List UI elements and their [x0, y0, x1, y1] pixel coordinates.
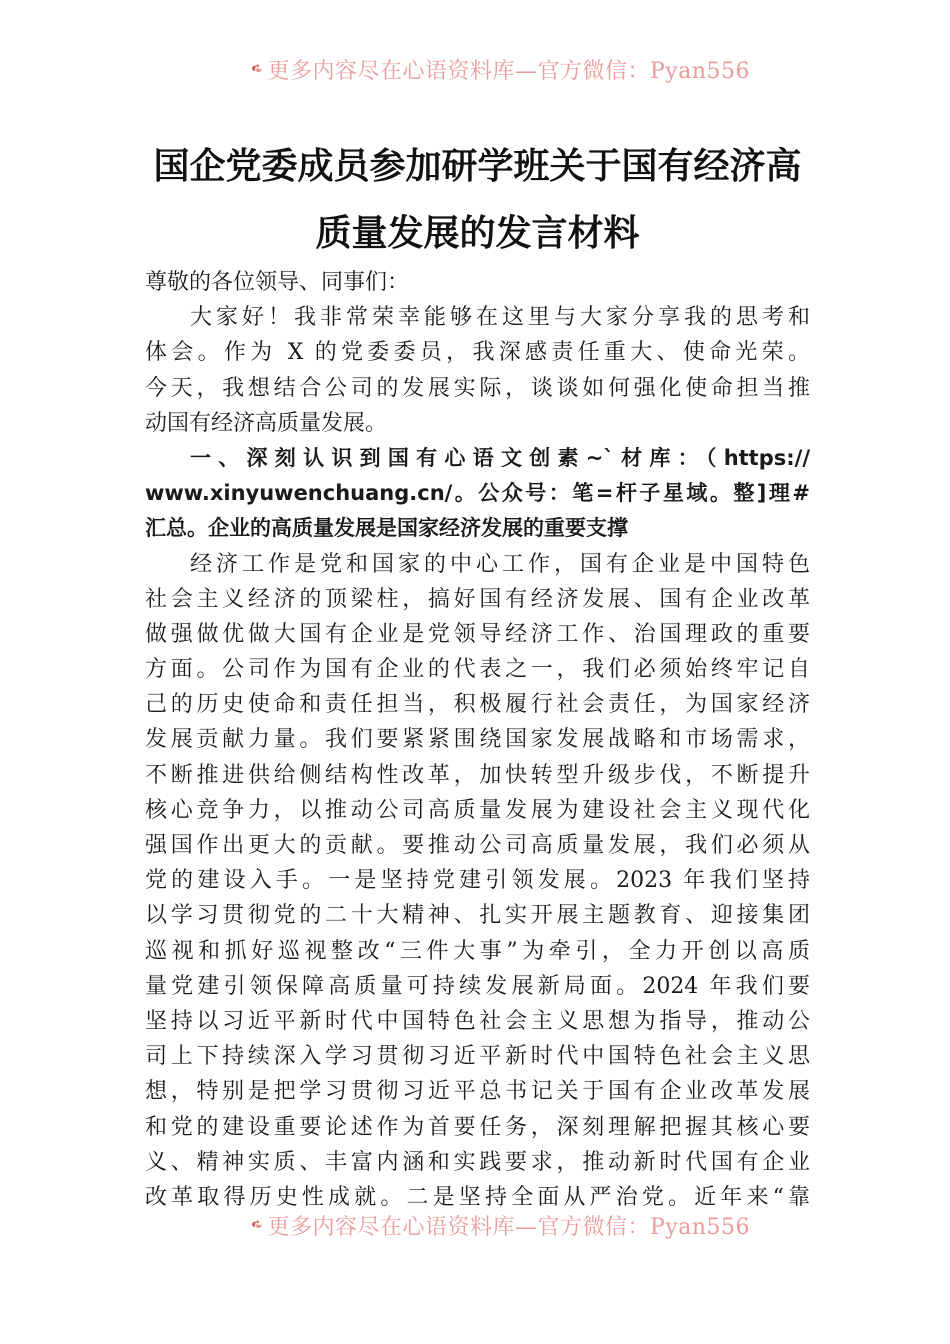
paragraph-line: 体会。作为 X 的党委委员，我深感责任重大、使命光荣。	[145, 340, 810, 366]
section-heading-line: 一、深刻认识到国有心语文创素~`材库：（https://	[190, 445, 810, 470]
header-watermark-banner	[250, 52, 750, 86]
paragraph-line: 己的历史使命和责任担当，积极履行社会责任，为国家经济	[145, 692, 810, 718]
logo-icon	[250, 54, 263, 84]
paragraph-line: 改革取得历史性成就。二是坚持全面从严治党。近年来“靠	[145, 1184, 810, 1210]
paragraph-line: 量党建引领保障高质量可持续发展新局面。2024 年我们要	[145, 973, 810, 999]
paragraph-line: 想，特别是把学习贯彻习近平总书记关于国有企业改革发展	[145, 1079, 810, 1105]
paragraph-line: 和党的建设重要论述作为首要任务，深刻理解把握其核心要	[145, 1114, 810, 1140]
banner-text: 更多内容尽在心语资料库—官方微信：Pyan556	[267, 58, 750, 84]
paragraph-line: 动国有经济高质量发展。	[145, 410, 388, 436]
paragraph-line: 做强做优做大国有企业是党领导经济工作、治国理政的重要	[145, 621, 810, 647]
banner-text: 更多内容尽在心语资料库—官方微信：Pyan556	[267, 1214, 750, 1240]
footer-watermark-banner	[250, 1208, 750, 1242]
logo-icon	[250, 1210, 263, 1240]
paragraph-line: 社会主义经济的顶梁柱，搞好国有经济发展、国有企业改革	[145, 586, 810, 612]
paragraph-line: 强国作出更大的贡献。要推动公司高质量发展，我们必须从	[145, 833, 810, 858]
section-heading-line: 汇总。企业的高质量发展是国家经济发展的重要支撑	[145, 516, 628, 541]
paragraph-line: 巡视和抓好巡视整改“三件大事”为牵引，全力开创以高质	[145, 938, 810, 964]
paragraph-line: 经济工作是党和国家的中心工作，国有企业是中国特色	[190, 551, 810, 577]
document-title-line-1: 国企党委成员参加研学班关于国有经济高	[153, 145, 802, 187]
paragraph-line: 核心竞争力，以推动公司高质量发展为建设社会主义现代化	[145, 797, 810, 823]
paragraph-line: 党的建设入手。一是坚持党建引领发展。2023 年我们坚持	[145, 868, 810, 894]
document-body	[145, 265, 810, 1215]
paragraph-line: 坚持以习近平新时代中国特色社会主义思想为指导，推动公	[145, 1008, 810, 1034]
paragraph-line: 发展贡献力量。我们要紧紧围绕国家发展战略和市场需求，	[145, 727, 810, 753]
document-title-line-2: 质量发展的发言材料	[315, 212, 640, 254]
paragraph-line: 方面。公司作为国有企业的代表之一，我们必须始终牢记自	[145, 657, 810, 683]
paragraph-line: 义、精神实质、丰富内涵和实践要求，推动新时代国有企业	[145, 1149, 810, 1175]
paragraph-line: 不断推进供给侧结构性改革，加快转型升级步伐，不断提升	[145, 762, 810, 788]
paragraph-line: 大家好！我非常荣幸能够在这里与大家分享我的思考和	[190, 305, 810, 331]
paragraph-line: 尊敬的各位领导、同事们：	[145, 270, 410, 295]
section-heading-line: www.xinyuwenchuang.cn/。公众号：笔=杆子星域。整]理#	[145, 481, 810, 506]
paragraph-line: 司上下持续深入学习贯彻习近平新时代中国特色社会主义思	[145, 1044, 810, 1070]
paragraph-line: 今天，我想结合公司的发展实际，谈谈如何强化使命担当推	[145, 375, 810, 401]
paragraph-line: 以学习贯彻党的二十大精神、扎实开展主题教育、迎接集团	[145, 903, 810, 929]
